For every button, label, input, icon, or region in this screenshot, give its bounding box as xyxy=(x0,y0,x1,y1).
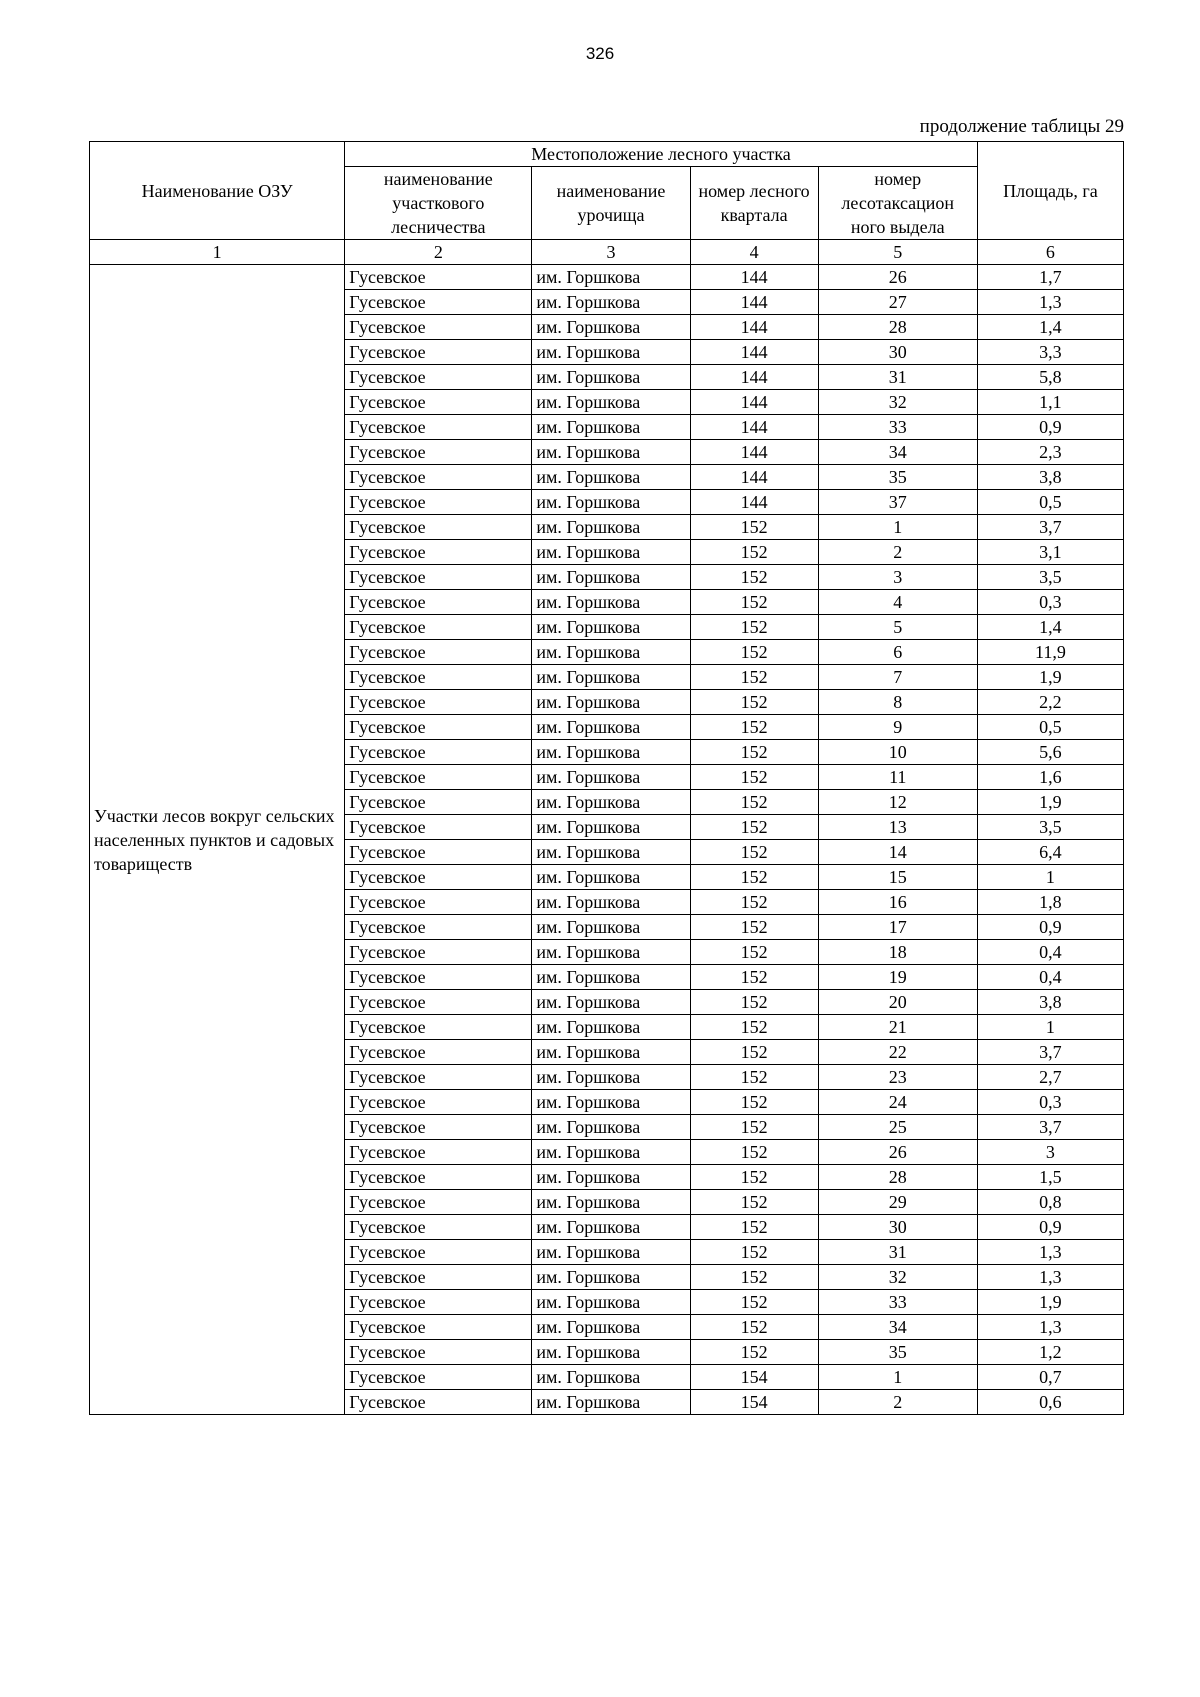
cell-area: 11,9 xyxy=(977,640,1123,665)
cell-forestry: Гусевское xyxy=(345,1015,532,1040)
cell-plot: 6 xyxy=(818,640,977,665)
cell-quarter: 152 xyxy=(690,1015,818,1040)
cell-plot: 7 xyxy=(818,665,977,690)
cell-area: 0,9 xyxy=(977,1215,1123,1240)
cell-plot: 16 xyxy=(818,890,977,915)
cell-area: 3,7 xyxy=(977,1115,1123,1140)
cell-area: 3,8 xyxy=(977,465,1123,490)
cell-tract: им. Горшкова xyxy=(532,590,690,615)
cell-area: 3,7 xyxy=(977,1040,1123,1065)
cell-quarter: 152 xyxy=(690,990,818,1015)
cell-plot: 4 xyxy=(818,590,977,615)
table-body xyxy=(90,265,1124,1415)
cell-quarter: 152 xyxy=(690,1040,818,1065)
cell-area: 3 xyxy=(977,1140,1123,1165)
cell-area: 0,4 xyxy=(977,940,1123,965)
cell-quarter: 152 xyxy=(690,565,818,590)
cell-area: 0,4 xyxy=(977,965,1123,990)
header-plot: номер лесотаксацион ного выдела xyxy=(818,167,977,240)
cell-forestry: Гусевское xyxy=(345,940,532,965)
cell-tract: им. Горшкова xyxy=(532,1090,690,1115)
cell-tract: им. Горшкова xyxy=(532,665,690,690)
cell-quarter: 152 xyxy=(690,1115,818,1140)
cell-quarter: 152 xyxy=(690,765,818,790)
cell-quarter: 154 xyxy=(690,1365,818,1390)
cell-tract: им. Горшкова xyxy=(532,1265,690,1290)
cell-area: 1,3 xyxy=(977,1240,1123,1265)
cell-quarter: 152 xyxy=(690,865,818,890)
cell-plot: 10 xyxy=(818,740,977,765)
cell-tract: им. Горшкова xyxy=(532,1240,690,1265)
cell-forestry: Гусевское xyxy=(345,665,532,690)
cell-forestry: Гусевское xyxy=(345,1040,532,1065)
cell-plot: 31 xyxy=(818,1240,977,1265)
cell-quarter: 144 xyxy=(690,390,818,415)
cell-forestry: Гусевское xyxy=(345,1140,532,1165)
cell-quarter: 152 xyxy=(690,840,818,865)
cell-tract: им. Горшкова xyxy=(532,865,690,890)
cell-tract: им. Горшкова xyxy=(532,440,690,465)
cell-forestry: Гусевское xyxy=(345,290,532,315)
cell-plot: 13 xyxy=(818,815,977,840)
cell-tract: им. Горшкова xyxy=(532,540,690,565)
cell-tract: им. Горшкова xyxy=(532,790,690,815)
cell-tract: им. Горшкова xyxy=(532,1215,690,1240)
cell-tract: им. Горшкова xyxy=(532,415,690,440)
page-number: 326 xyxy=(585,44,615,63)
cell-tract: им. Горшкова xyxy=(532,615,690,640)
cell-tract: им. Горшкова xyxy=(532,1065,690,1090)
cell-forestry: Гусевское xyxy=(345,1215,532,1240)
cell-plot: 33 xyxy=(818,1290,977,1315)
forest-plots-table xyxy=(89,141,1124,1415)
cell-forestry: Гусевское xyxy=(345,1240,532,1265)
cell-plot: 22 xyxy=(818,1040,977,1065)
cell-area: 0,7 xyxy=(977,1365,1123,1390)
cell-area: 1,3 xyxy=(977,290,1123,315)
header-area: Площадь, га xyxy=(977,142,1123,240)
cell-quarter: 152 xyxy=(690,540,818,565)
cell-plot: 27 xyxy=(818,290,977,315)
cell-forestry: Гусевское xyxy=(345,1165,532,1190)
cell-quarter: 144 xyxy=(690,315,818,340)
cell-plot: 26 xyxy=(818,1140,977,1165)
cell-forestry: Гусевское xyxy=(345,365,532,390)
cell-quarter: 152 xyxy=(690,790,818,815)
cell-area: 3,7 xyxy=(977,515,1123,540)
cell-plot: 9 xyxy=(818,715,977,740)
cell-tract: им. Горшкова xyxy=(532,1015,690,1040)
cell-area: 1,8 xyxy=(977,890,1123,915)
cell-quarter: 152 xyxy=(690,940,818,965)
column-number-row xyxy=(90,240,1124,265)
cell-tract: им. Горшкова xyxy=(532,565,690,590)
cell-quarter: 144 xyxy=(690,490,818,515)
cell-plot: 30 xyxy=(818,340,977,365)
cell-forestry: Гусевское xyxy=(345,465,532,490)
cell-forestry: Гусевское xyxy=(345,815,532,840)
cell-tract: им. Горшкова xyxy=(532,690,690,715)
cell-area: 1,4 xyxy=(977,315,1123,340)
cell-forestry: Гусевское xyxy=(345,840,532,865)
cell-forestry: Гусевское xyxy=(345,1290,532,1315)
cell-forestry: Гусевское xyxy=(345,790,532,815)
cell-forestry: Гусевское xyxy=(345,390,532,415)
cell-area: 0,8 xyxy=(977,1190,1123,1215)
cell-tract: им. Горшкова xyxy=(532,890,690,915)
cell-tract: им. Горшкова xyxy=(532,990,690,1015)
cell-tract: им. Горшкова xyxy=(532,915,690,940)
cell-forestry: Гусевское xyxy=(345,765,532,790)
cell-forestry: Гусевское xyxy=(345,1340,532,1365)
cell-plot: 34 xyxy=(818,1315,977,1340)
cell-quarter: 144 xyxy=(690,365,818,390)
table-row xyxy=(90,265,1124,290)
cell-forestry: Гусевское xyxy=(345,1390,532,1415)
cell-plot: 37 xyxy=(818,490,977,515)
cell-forestry: Гусевское xyxy=(345,1265,532,1290)
cell-plot: 35 xyxy=(818,465,977,490)
cell-tract: им. Горшкова xyxy=(532,1190,690,1215)
cell-tract: им. Горшкова xyxy=(532,640,690,665)
cell-quarter: 152 xyxy=(690,1340,818,1365)
cell-plot: 33 xyxy=(818,415,977,440)
cell-plot: 28 xyxy=(818,315,977,340)
cell-area: 1,9 xyxy=(977,1290,1123,1315)
cell-tract: им. Горшкова xyxy=(532,1340,690,1365)
cell-quarter: 152 xyxy=(690,740,818,765)
cell-area: 3,5 xyxy=(977,565,1123,590)
cell-area: 1,4 xyxy=(977,615,1123,640)
column-number: 3 xyxy=(532,240,690,265)
cell-quarter: 152 xyxy=(690,1265,818,1290)
cell-area: 6,4 xyxy=(977,840,1123,865)
cell-quarter: 152 xyxy=(690,715,818,740)
cell-forestry: Гусевское xyxy=(345,265,532,290)
cell-forestry: Гусевское xyxy=(345,640,532,665)
cell-plot: 18 xyxy=(818,940,977,965)
cell-area: 1,7 xyxy=(977,265,1123,290)
cell-quarter: 152 xyxy=(690,1290,818,1315)
cell-forestry: Гусевское xyxy=(345,915,532,940)
cell-plot: 14 xyxy=(818,840,977,865)
header-ozu-name: Наименование ОЗУ xyxy=(90,142,345,240)
cell-forestry: Гусевское xyxy=(345,740,532,765)
cell-forestry: Гусевское xyxy=(345,415,532,440)
column-number: 5 xyxy=(818,240,977,265)
cell-plot: 1 xyxy=(818,515,977,540)
cell-plot: 25 xyxy=(818,1115,977,1140)
cell-tract: им. Горшкова xyxy=(532,390,690,415)
cell-area: 1,3 xyxy=(977,1315,1123,1340)
cell-area: 0,3 xyxy=(977,590,1123,615)
cell-plot: 1 xyxy=(818,1365,977,1390)
cell-quarter: 152 xyxy=(690,915,818,940)
column-number: 2 xyxy=(345,240,532,265)
cell-plot: 26 xyxy=(818,265,977,290)
cell-tract: им. Горшкова xyxy=(532,1165,690,1190)
header-location: Местоположение лесного участка xyxy=(345,142,978,167)
cell-tract: им. Горшкова xyxy=(532,1140,690,1165)
cell-forestry: Гусевское xyxy=(345,440,532,465)
cell-area: 1,9 xyxy=(977,665,1123,690)
cell-plot: 12 xyxy=(818,790,977,815)
cell-tract: им. Горшкова xyxy=(532,1390,690,1415)
cell-plot: 11 xyxy=(818,765,977,790)
cell-plot: 2 xyxy=(818,1390,977,1415)
cell-forestry: Гусевское xyxy=(345,1115,532,1140)
cell-ozu-name: Участки лесов вокруг сельских населенных пунктов и садовых товариществ xyxy=(90,265,345,1415)
cell-plot: 29 xyxy=(818,1190,977,1215)
cell-area: 3,5 xyxy=(977,815,1123,840)
cell-quarter: 152 xyxy=(690,690,818,715)
cell-plot: 32 xyxy=(818,1265,977,1290)
cell-tract: им. Горшкова xyxy=(532,1040,690,1065)
cell-area: 1,3 xyxy=(977,1265,1123,1290)
cell-tract: им. Горшкова xyxy=(532,1290,690,1315)
cell-quarter: 152 xyxy=(690,1140,818,1165)
cell-area: 5,8 xyxy=(977,365,1123,390)
cell-quarter: 152 xyxy=(690,640,818,665)
cell-forestry: Гусевское xyxy=(345,490,532,515)
cell-quarter: 144 xyxy=(690,290,818,315)
cell-quarter: 152 xyxy=(690,1315,818,1340)
cell-forestry: Гусевское xyxy=(345,590,532,615)
cell-quarter: 144 xyxy=(690,465,818,490)
cell-tract: им. Горшкова xyxy=(532,740,690,765)
cell-forestry: Гусевское xyxy=(345,1315,532,1340)
cell-quarter: 144 xyxy=(690,415,818,440)
cell-plot: 15 xyxy=(818,865,977,890)
cell-area: 0,3 xyxy=(977,1090,1123,1115)
cell-quarter: 152 xyxy=(690,615,818,640)
cell-area: 1,2 xyxy=(977,1340,1123,1365)
cell-plot: 8 xyxy=(818,690,977,715)
cell-area: 2,3 xyxy=(977,440,1123,465)
cell-quarter: 152 xyxy=(690,665,818,690)
cell-area: 0,5 xyxy=(977,490,1123,515)
cell-tract: им. Горшкова xyxy=(532,815,690,840)
cell-area: 0,9 xyxy=(977,415,1123,440)
header-tract: наименование урочища xyxy=(532,167,690,240)
cell-area: 1,1 xyxy=(977,390,1123,415)
cell-quarter: 152 xyxy=(690,1190,818,1215)
cell-tract: им. Горшкова xyxy=(532,515,690,540)
cell-forestry: Гусевское xyxy=(345,690,532,715)
cell-forestry: Гусевское xyxy=(345,965,532,990)
column-number: 4 xyxy=(690,240,818,265)
cell-tract: им. Горшкова xyxy=(532,1115,690,1140)
cell-quarter: 152 xyxy=(690,590,818,615)
cell-forestry: Гусевское xyxy=(345,715,532,740)
cell-quarter: 152 xyxy=(690,815,818,840)
cell-tract: им. Горшкова xyxy=(532,465,690,490)
cell-area: 0,9 xyxy=(977,915,1123,940)
cell-forestry: Гусевское xyxy=(345,315,532,340)
cell-plot: 28 xyxy=(818,1165,977,1190)
cell-quarter: 152 xyxy=(690,1240,818,1265)
cell-tract: им. Горшкова xyxy=(532,840,690,865)
cell-plot: 24 xyxy=(818,1090,977,1115)
cell-forestry: Гусевское xyxy=(345,865,532,890)
cell-plot: 20 xyxy=(818,990,977,1015)
cell-tract: им. Горшкова xyxy=(532,1315,690,1340)
cell-quarter: 152 xyxy=(690,1065,818,1090)
cell-area: 3,1 xyxy=(977,540,1123,565)
cell-plot: 21 xyxy=(818,1015,977,1040)
cell-tract: им. Горшкова xyxy=(532,765,690,790)
cell-plot: 30 xyxy=(818,1215,977,1240)
cell-plot: 32 xyxy=(818,390,977,415)
cell-area: 1 xyxy=(977,1015,1123,1040)
cell-area: 0,5 xyxy=(977,715,1123,740)
cell-area: 1,6 xyxy=(977,765,1123,790)
cell-tract: им. Горшкова xyxy=(532,290,690,315)
cell-area: 1,5 xyxy=(977,1165,1123,1190)
cell-quarter: 152 xyxy=(690,965,818,990)
cell-tract: им. Горшкова xyxy=(532,340,690,365)
cell-area: 1 xyxy=(977,865,1123,890)
cell-quarter: 144 xyxy=(690,440,818,465)
cell-forestry: Гусевское xyxy=(345,1065,532,1090)
cell-plot: 35 xyxy=(818,1340,977,1365)
cell-tract: им. Горшкова xyxy=(532,365,690,390)
cell-forestry: Гусевское xyxy=(345,1365,532,1390)
cell-plot: 23 xyxy=(818,1065,977,1090)
cell-plot: 2 xyxy=(818,540,977,565)
cell-quarter: 152 xyxy=(690,1165,818,1190)
cell-forestry: Гусевское xyxy=(345,515,532,540)
cell-plot: 34 xyxy=(818,440,977,465)
cell-tract: им. Горшкова xyxy=(532,940,690,965)
cell-area: 0,6 xyxy=(977,1390,1123,1415)
cell-plot: 5 xyxy=(818,615,977,640)
column-number: 1 xyxy=(90,240,345,265)
cell-forestry: Гусевское xyxy=(345,990,532,1015)
cell-forestry: Гусевское xyxy=(345,565,532,590)
cell-tract: им. Горшкова xyxy=(532,1365,690,1390)
cell-quarter: 144 xyxy=(690,340,818,365)
header-forestry: наименование участкового лесничества xyxy=(345,167,532,240)
cell-plot: 19 xyxy=(818,965,977,990)
header-quarter: номер лесного квартала xyxy=(690,167,818,240)
cell-quarter: 152 xyxy=(690,1215,818,1240)
cell-forestry: Гусевское xyxy=(345,340,532,365)
cell-forestry: Гусевское xyxy=(345,540,532,565)
cell-area: 2,7 xyxy=(977,1065,1123,1090)
cell-tract: им. Горшкова xyxy=(532,715,690,740)
cell-tract: им. Горшкова xyxy=(532,265,690,290)
cell-area: 1,9 xyxy=(977,790,1123,815)
column-number: 6 xyxy=(977,240,1123,265)
cell-forestry: Гусевское xyxy=(345,1190,532,1215)
cell-quarter: 144 xyxy=(690,265,818,290)
cell-quarter: 154 xyxy=(690,1390,818,1415)
cell-area: 5,6 xyxy=(977,740,1123,765)
cell-plot: 31 xyxy=(818,365,977,390)
cell-plot: 3 xyxy=(818,565,977,590)
cell-tract: им. Горшкова xyxy=(532,965,690,990)
cell-forestry: Гусевское xyxy=(345,890,532,915)
cell-tract: им. Горшкова xyxy=(532,490,690,515)
cell-forestry: Гусевское xyxy=(345,1090,532,1115)
table-continuation-label: продолжение таблицы 29 xyxy=(919,116,1124,137)
cell-forestry: Гусевское xyxy=(345,615,532,640)
cell-plot: 17 xyxy=(818,915,977,940)
cell-quarter: 152 xyxy=(690,1090,818,1115)
cell-tract: им. Горшкова xyxy=(532,315,690,340)
cell-area: 3,3 xyxy=(977,340,1123,365)
cell-quarter: 152 xyxy=(690,890,818,915)
cell-area: 2,2 xyxy=(977,690,1123,715)
cell-quarter: 152 xyxy=(690,515,818,540)
cell-area: 3,8 xyxy=(977,990,1123,1015)
